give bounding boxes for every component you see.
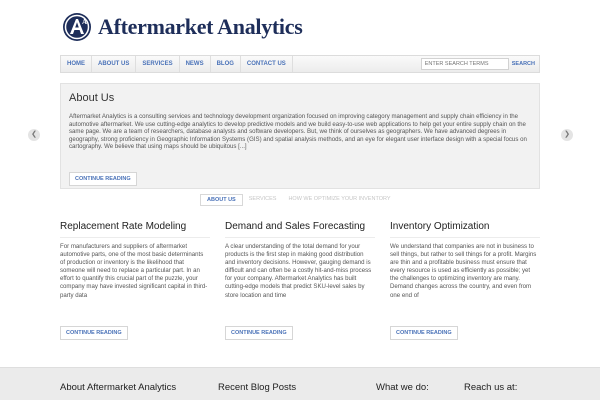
nav-contact-us[interactable]: CONTACT US <box>241 56 293 72</box>
column-text: We understand that companies are not in business to sell things, but rather to sell things for a profit. Margins are thin and a profitable business must ensure that every resource is used as efficiently as possible; yet the challenges to optimizing inventory are many. Demand changes across the country, and even from one end of <box>390 243 537 299</box>
nav-home[interactable]: HOME <box>61 56 92 72</box>
service-columns <box>60 221 540 340</box>
continue-reading-button[interactable]: CONTINUE READING <box>225 326 293 340</box>
column-text: A clear understanding of the total demand for your products is the first step in making good distribution and inventory decisions. However, gauging demand is difficult and can often be a costly hit-and-miss process for your company. Aftermarket Analytics has built cutting-edge models that predict SKU-level sales by store location and time <box>225 243 372 299</box>
main-nav <box>60 55 540 73</box>
site-title: Aftermarket Analytics <box>98 14 303 39</box>
chevron-right-icon[interactable]: ❯ <box>561 129 573 141</box>
nav-news[interactable]: NEWS <box>180 56 211 72</box>
continue-reading-button[interactable]: CONTINUE READING <box>390 326 458 340</box>
continue-reading-button[interactable]: CONTINUE READING <box>60 326 128 340</box>
column-text: For manufacturers and suppliers of aftermarket automotive parts, one of the most basic determinants of production or inventory is the likelihood that someone will need to replace a particular part. In an effort to quantify this crucial part of the puzzle, your company may have invested significant capital in third-party data <box>60 243 208 299</box>
svg-text:A: A <box>82 18 88 26</box>
tab-services[interactable]: SERVICES <box>248 196 277 202</box>
featured-slider <box>60 83 540 189</box>
slider-tabs <box>200 194 397 206</box>
slide-title: About Us <box>69 92 115 104</box>
footer-heading-about: About Aftermarket Analytics <box>60 382 177 393</box>
column-title[interactable]: Replacement Rate Modeling <box>60 221 210 238</box>
slide-continue-reading-button[interactable]: CONTINUE READING <box>69 172 137 186</box>
site-footer <box>0 367 600 400</box>
slide-text: Aftermarket Analytics is a consulting services and technology development organization focused on improving category management and supply chain efficiency in the automotive aftermarket. We use cutting-edge analytics to develop predictive models and we build easy-to-use web applications to help get your entire supply chain on the same page. We are a team of researchers, database analysts and software developers. But, we think of ourselves as geographers. We have advanced degrees in geography, strong proficiency in Geographic Information Systems (GIS) and spatial analysis methods, and an eye for elegant user interface design with a special focus on cartography. We believe that using maps should be ubiquitous [...] <box>69 113 527 151</box>
nav-services[interactable]: SERVICES <box>136 56 179 72</box>
chevron-left-icon[interactable]: ❮ <box>28 129 40 141</box>
search-form <box>421 56 539 72</box>
service-column <box>60 221 210 340</box>
search-input[interactable] <box>421 58 509 70</box>
tab-about-us[interactable]: ABOUT US <box>200 194 243 206</box>
footer-heading-what-we-do: What we do: <box>376 382 429 393</box>
nav-blog[interactable]: BLOG <box>211 56 241 72</box>
service-column <box>225 221 375 340</box>
column-title[interactable]: Demand and Sales Forecasting <box>225 221 375 238</box>
search-button[interactable]: SEARCH <box>511 61 535 67</box>
site-logo[interactable] <box>62 12 302 42</box>
tab-optimize-inventory[interactable]: HOW WE OPTIMIZE YOUR INVENTORY <box>288 196 391 202</box>
column-title[interactable]: Inventory Optimization <box>390 221 540 238</box>
footer-heading-blog: Recent Blog Posts <box>218 382 297 393</box>
nav-items <box>61 56 293 72</box>
aa-logo-icon <box>62 12 92 42</box>
footer-heading-reach-us: Reach us at: <box>464 382 518 393</box>
site-header <box>0 0 600 52</box>
service-column <box>390 221 540 340</box>
nav-about-us[interactable]: ABOUT US <box>92 56 136 72</box>
